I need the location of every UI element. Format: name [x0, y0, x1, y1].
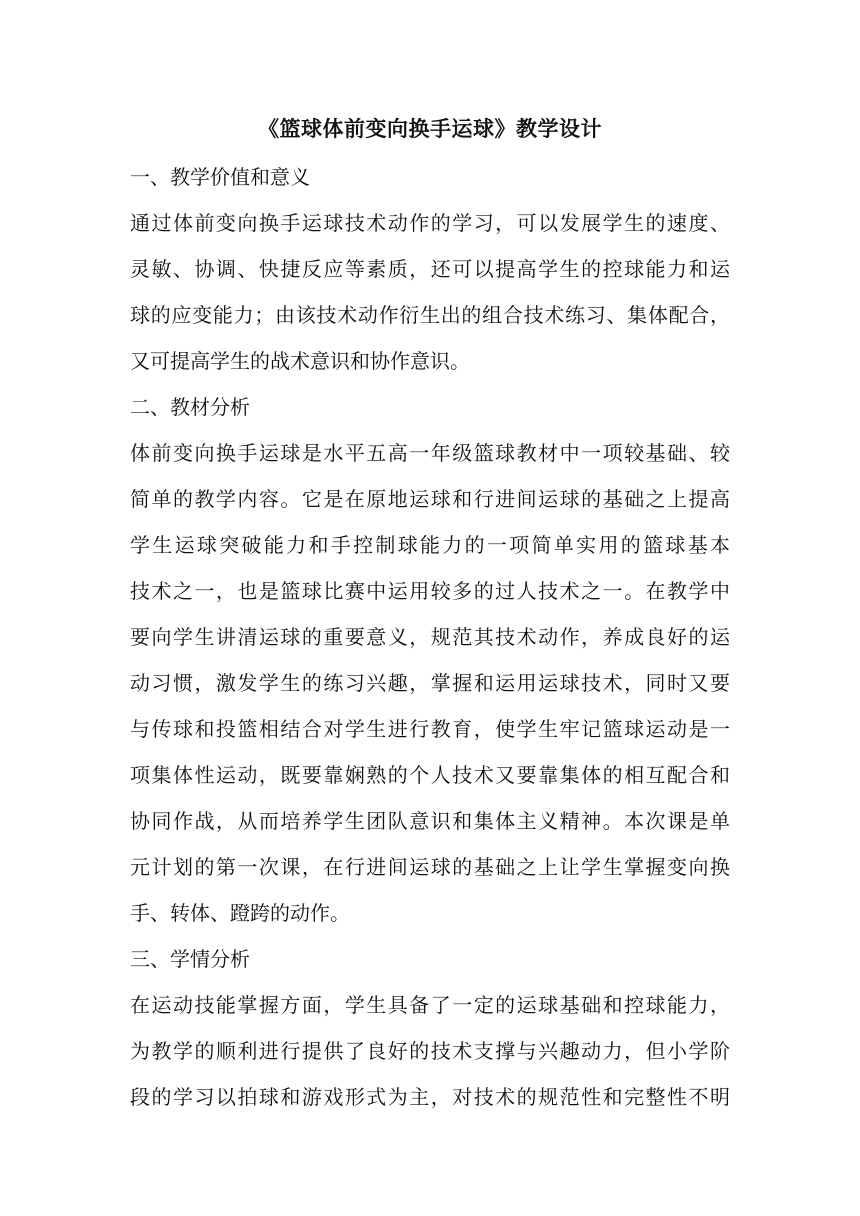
paragraph-line: 与传球和投篮相结合对学生进行教育，使学生牢记篮球运动是一: [130, 717, 730, 741]
paragraph-line: 学生运球突破能力和手控制球能力的一项简单实用的篮球基本: [130, 533, 730, 557]
document-body: [130, 112, 730, 1120]
section-teaching-value: [130, 154, 730, 384]
document-title: 《篮球体前变向换手运球》教学设计: [258, 116, 602, 141]
paragraph-line: 球的应变能力；由该技术动作衍生出的组合技术练习、集体配合，: [130, 303, 730, 327]
paragraph-line: 体前变向换手运球是水平五高一年级篮球教材中一项较基础、较: [130, 441, 730, 465]
section-heading: 一、教学价值和意义: [130, 165, 310, 189]
paragraph-line: 简单的教学内容。它是在原地运球和行进间运球的基础之上提高: [130, 487, 730, 511]
paragraph-line: 手、转体、蹬跨的动作。: [130, 901, 350, 925]
paragraph-line: 协同作战，从而培养学生团队意识和集体主义精神。本次课是单: [130, 809, 730, 833]
paragraph-line: 段的学习以拍球和游戏形式为主，对技术的规范性和完整性不明: [130, 1085, 730, 1109]
paragraph-line: 动习惯，激发学生的练习兴趣，掌握和运用运球技术，同时又要: [130, 671, 730, 695]
paragraph-line: 元计划的第一次课，在行进间运球的基础之上让学生掌握变向换: [130, 855, 730, 879]
paragraph-line: 灵敏、协调、快捷反应等素质，还可以提高学生的控球能力和运: [130, 257, 730, 281]
section-material-analysis: [130, 384, 730, 936]
paragraph-line: 技术之一，也是篮球比赛中运用较多的过人技术之一。在教学中: [130, 579, 730, 603]
paragraph-line: 又可提高学生的战术意识和协作意识。: [130, 349, 470, 373]
section-heading: 二、教材分析: [130, 395, 250, 419]
paragraph-line: 通过体前变向换手运球技术动作的学习，可以发展学生的速度、: [130, 211, 730, 235]
section-heading: 三、学情分析: [130, 947, 250, 971]
paragraph-line: 在运动技能掌握方面，学生具备了一定的运球基础和控球能力，: [130, 993, 730, 1017]
paragraph-line: 为教学的顺利进行提供了良好的技术支撑与兴趣动力，但小学阶: [130, 1039, 730, 1063]
section-student-analysis: [130, 936, 730, 1120]
paragraph-line: 要向学生讲清运球的重要意义，规范其技术动作，养成良好的运: [130, 625, 730, 649]
paragraph-line: 项集体性运动，既要靠娴熟的个人技术又要靠集体的相互配合和: [130, 763, 730, 787]
